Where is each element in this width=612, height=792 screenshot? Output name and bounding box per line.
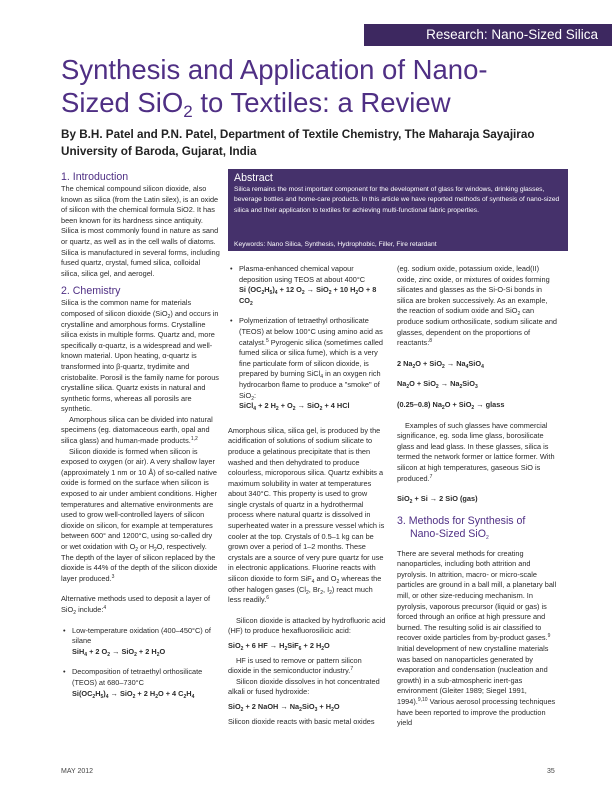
list-item-silane — [61, 626, 220, 658]
chemistry-paragraph-2: Amorphous silica can be divided into natural specimens (eg. diatomaceous earth, opal and silica glass) and human-made products.$^{1,2}$ — [61, 414, 213, 446]
list-item-text: Decomposition of tetraethyl orthosilicate (TEOS) at 680–730°C — [72, 667, 203, 687]
equation-pecvd: Si $(OC_2H_5)_4 + 12$ $O_2 \to SiO_2 + 10$ $H_2O + 8$ $CO_2$ — [239, 285, 377, 307]
bullet-icon: • — [230, 316, 233, 326]
alkali-paragraph: Silicon dioxide dissolves in hot concentrated alkali or fused hydroxide: — [228, 676, 380, 697]
equation-sicl4: SiCl$_4$ + 2 $H_2 + O_2 \to SiO_2 + 4$ HCl — [239, 401, 350, 413]
metal-oxides-paragraph: (eg. sodium oxide, potassium oxide, lead(II) oxide, zinc oxide, or mixtures of oxides forming silicates and glasses as the Si-O-Si bonds in silica are broken successively. As an example, the reaction of sodium oxide and SiO$_2$ can produce sodium orthosilicate, sodium silicate and glasses, dependent on the proportions of reactants:$^8$ — [397, 264, 558, 348]
byline: By B.H. Patel and P.N. Patel, Department of Textile Chemistry, The Maharaja Sayajirao University of Baroda, Gujarat, India — [61, 128, 535, 158]
list-item-teos-decomposition — [61, 667, 220, 699]
synthesis-heading — [397, 515, 557, 541]
chemistry-paragraph-3: Silicon dioxide is formed when silicon is exposed to oxygen (or air). A very shallow layer (approximately 1 nm or 10 Å) of so-called native oxide is formed on the surface when silicon is exposed to air under ambient conditions. Higher temperatures and alternative environments are used to grow well-controlled layers of silicon dioxide on silicon, for example at temperatures between 600° and 1200°C, using so-called dry or wet oxidation with $O_2$ or $H_2O$, respectively. The depth of the layer of silicon replaced by the dioxide is 44% of the depth of the silicon dioxide layer produced.$^3$ — [61, 446, 218, 583]
bullet-icon: • — [63, 667, 66, 677]
amorphous-silica-paragraph: Amorphous silica, silica gel, is produced by the acidification of solutions of sodium silicate to produce a gelatinous precipitate that is then washed and then dehydrated to produce colourless, microporous silica. Quartz exhibits a maximum solubility in water at temperatures about 340°C. This property is used to grow single crystals of quartz in a hydrothermal process where natural quartz is dissolved in superheated water in a pressure vessel which is cooler at the top. Crystals of 0.5–1 kg can be grown over a period of 1–2 months. These crystals are a source of very pure quartz for use in electronic applications. Fluorine reacts with silicon dioxide to form SiF$_4$ and $O_2$ whereas the other halogen gases ($Cl_2$, $Br_2$, $I_2$) react much less readily.$^6$ — [228, 425, 385, 605]
column-2 — [228, 264, 386, 727]
intro-heading: 1. Introduction — [61, 171, 129, 183]
equation-hf: SiO$_2$ + 6 HF → $H_2SiF_6 + 2$ $H_2O$ — [228, 641, 330, 652]
nanoparticle-methods-paragraph: There are several methods for creating nanoparticles, including both attrition and pyrolysis. In attrition, macro- or micro-scale particles are ground in a ball mill, a planetary ball mill, or other size-reducing mechanism. In pyrolysis, vaporous precursor (liquid or gas) is forced through an orifice at high pressure and burned. The resulting solid is air classified to recover oxide particles from by-product gases.$^9$ — [397, 548, 557, 643]
synthesis-heading-line-2: Nano-Sized SiO$_2$ — [410, 527, 489, 541]
title-line-2b: to Textiles: a Review — [192, 87, 451, 118]
list-item-text: Polymerization of tetraethyl orthosilicate (TEOS) at below 100°C using amino acid as catalyst.$^5$ Pyrogenic silica (sometimes called fumed silica or silica fume), which is a very fine particulate form of silicon dioxide, is prepared by burning SiCl$_4$ in an oxygen rich hydrocarbon flame to produce a "smoke" of SiO$_2$: — [239, 316, 383, 402]
abstract-keywords: Keywords: Nano Silica, Synthesis, Hydrophobic, Filler, Fire retardant — [234, 241, 437, 248]
abstract-text: Silica remains the most important component for the development of glass for windows, drinking glasses, beverage bottles and home-care products. In this article we have reported methods of synthesis of nano-sized silica and their application to textiles for achieving multi-functional fabric properties. — [234, 186, 560, 214]
intro-paragraph: The chemical compound silicon dioxide, also known as silica (from the Latin silex), is an oxide of silicon with the chemical formula SiO2. It has been known for its hardness since antiquity. Silica is most commonly found in nature as sand or quartz, as well as in the cell walls of diatoms. Silica is manufactured in several forms, including fused quartz, crystal, fumed silica, colloidal silica, silica gel, and aerogel. — [61, 184, 220, 278]
article-title — [61, 53, 581, 119]
bullet-icon: • — [230, 264, 233, 273]
glasses-paragraph: Examples of such glasses have commercial significance, eg. soda lime glass, borosilicate glass and lead glass. In these glasses, silica is termed the network former or lattice former. With silicon at high temperatures, gaseous SiO is produced.$^7$ — [397, 420, 555, 483]
section-label: Research: Nano-Sized Silica — [426, 27, 598, 42]
hf-semiconductor-paragraph: HF is used to remove or pattern silicon dioxide in the semiconductor industry.$^7$ — [228, 655, 362, 676]
alternative-methods-paragraph: Alternative methods used to deposit a layer of SiO$_2$ include:$^4$ — [61, 594, 211, 616]
basic-oxides-paragraph: Silicon dioxide reacts with basic metal oxides — [228, 716, 375, 726]
synthesis-heading-line-1: 3. Methods for Synthesis of — [397, 514, 526, 527]
equation-teos: $Si(OC_2H_5)_4 \to SiO_2 + 2$ $H_2O + 4$ $C_2H_4$ — [72, 688, 195, 700]
equation-naoh: SiO$_2$ + 2 NaOH → $Na_2SiO_3 + H_2O$ — [228, 701, 340, 713]
chemistry-heading: 2. Chemistry — [61, 285, 121, 298]
section-banner — [364, 24, 612, 46]
column-1 — [61, 171, 220, 699]
title-line-1: Synthesis and Application of Nano- — [61, 54, 488, 85]
list-item-polymerization — [228, 316, 386, 411]
abstract-box — [228, 169, 568, 251]
list-item-text: Plasma-enhanced chemical vapour deposition using TEOS at about 400°C — [239, 264, 366, 284]
bullet-icon: • — [63, 625, 66, 635]
equation-glass: (0.25–0.8) $Na_2O + SiO_2$ → glass — [397, 399, 505, 411]
chemistry-paragraph-1: Silica is the common name for materials composed of silicon dioxide (SiO$_2$) and occurs in crystalline and amorphous forms. Crystalline silica exists in multiple forms. Quartz and, more specifically α-quartz, is a widespread and well-known material. Upon heating, α-quartz is transformed into β-quartz, trydimite and cristobalite. Porosil is the family name for porous crystalline silica. Quartz exists in natural and synthetic forms, whereas all porosils are synthetic. — [61, 298, 219, 414]
column-3 — [397, 264, 557, 729]
title-line-2a: Sized SiO — [61, 87, 184, 118]
footer-page-number: 35 — [547, 768, 555, 775]
equation-sio-gas: SiO$_2$ + Si → 2 SiO (gas) — [397, 494, 478, 506]
footer-date: MAY 2012 — [61, 768, 94, 775]
abstract-heading: Abstract — [234, 172, 273, 184]
list-item-pecvd — [228, 264, 386, 306]
hf-paragraph: Silicon dioxide is attacked by hydrofluoric acid (HF) to produce hexafluorosilicic acid: — [228, 615, 386, 636]
list-item-text: Low-temperature oxidation (400–450°C) of silane — [72, 625, 211, 646]
title-subscript: 2 — [183, 102, 193, 121]
equation-silicate: $Na_2O + SiO_2 \to Na_2SiO_3$ — [397, 379, 478, 391]
equation-silane: SiH$_4$ + 2 $O_2 \to SiO_2 + 2$ $H_2O$ — [72, 646, 166, 658]
crystalline-development-paragraph: Initial development of new crystalline materials was based on nanoparticles generated by evaporation and condensation (nucleation and growth) in a sub-atmospheric inert-gas environment (Gleiter 1989; Siegel 1991, 1994).$^{9,10}$ Various aerosol processing techniques have been reported to improve the production yield — [397, 644, 556, 728]
equation-orthosilicate: 2 $Na_2O + SiO_2 \to Na_4SiO_4$ — [397, 358, 484, 370]
